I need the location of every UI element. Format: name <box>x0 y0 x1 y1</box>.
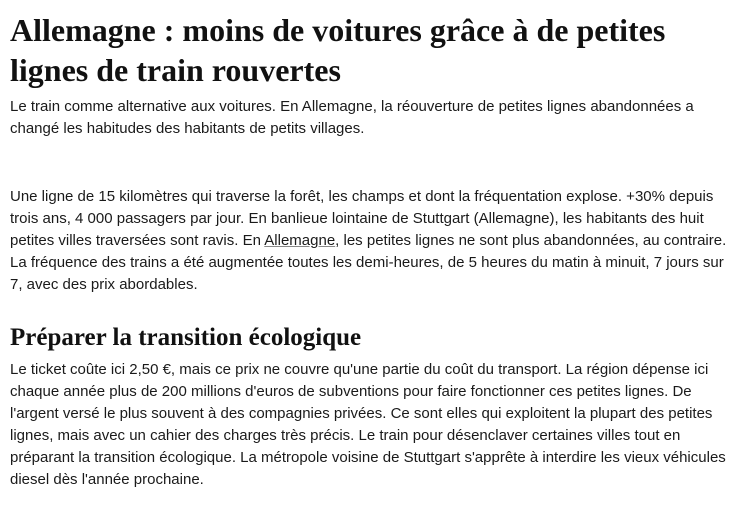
article-paragraph-1 <box>10 186 735 296</box>
article-title: Allemagne : moins de voitures grâce à de petites lignes de train rouvertes <box>10 12 666 88</box>
article-lead: Le train comme alternative aux voitures. En Allemagne, la réouverture de petites lignes abandonnées a changé les habitudes des habitants de petits villages. <box>10 98 694 137</box>
paragraph-1-text-before: Une ligne de 15 kilomètres qui traverse la forêt, les champs et dont la fréquentation explose. +30% depuis trois ans, 4 000 passagers par jour. En banlieue lointaine de Stuttgart (Allemagne), les habitants des huit petites villes traversées sont ravis. En <box>10 188 714 249</box>
article-paragraph-2: Le ticket coûte ici 2,50 €, mais ce prix ne couvre qu'une partie du coût du transport. La région dépense ici chaque année plus de 200 millions d'euros de subventions pour faire fonctionner ces petites lignes. De l'argent versé le plus souvent à des compagnies privées. Ce sont elles qui exploitent la plupart des petites lignes, mais avec un cahier des charges très précis. Le train pour désenclaver certaines villes tout en préparant la transition écologique. La métropole voisine de Stuttgart s'apprête à interdire les vieux véhicules diesel dès l'année prochaine. <box>10 361 726 488</box>
paragraph-1-text-after: , les petites lignes ne sont plus abandonnées, au contraire. La fréquence des trains a été augmentée toutes les demi-heures, de 5 heures du matin à minuit, 7 jours sur 7, avec des prix abordables. <box>10 232 727 293</box>
section-heading: Préparer la transition écologique <box>10 324 362 351</box>
allemagne-link[interactable]: Allemagne <box>264 232 336 249</box>
